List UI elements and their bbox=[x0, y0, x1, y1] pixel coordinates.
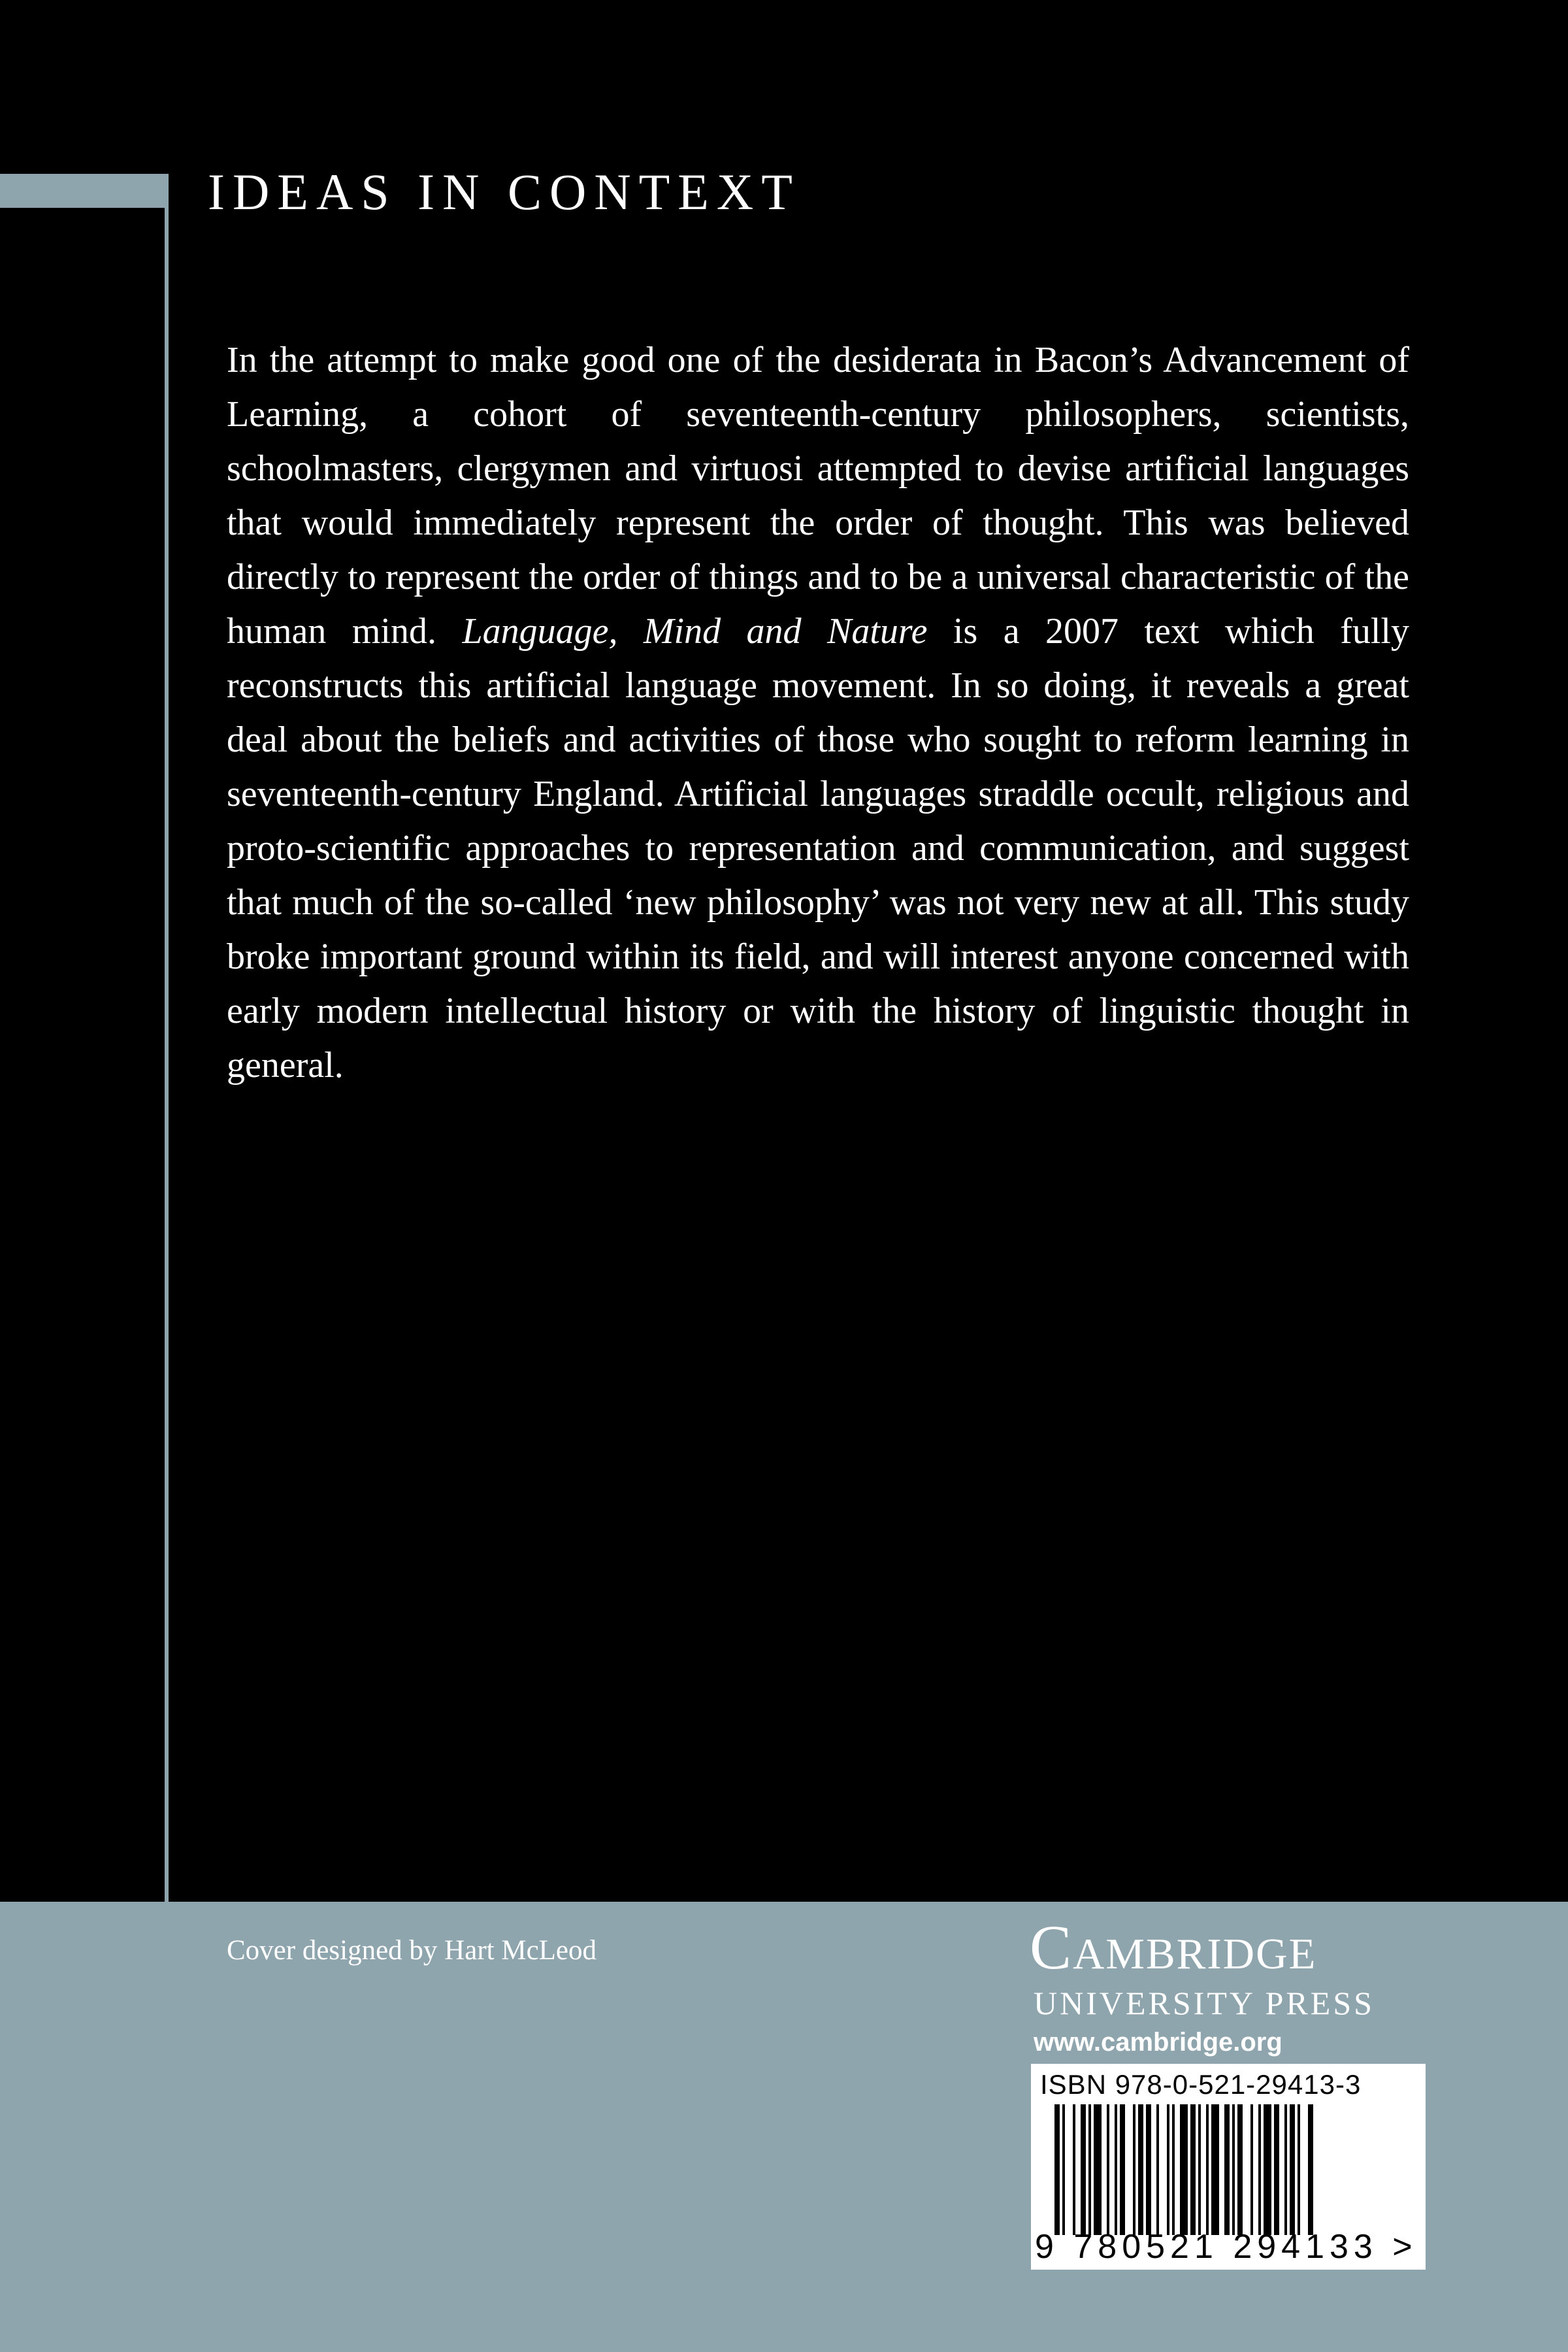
publisher-website: www.cambridge.org bbox=[1034, 2028, 1282, 2057]
cover-blurb bbox=[227, 333, 1409, 1093]
left-vertical-rule bbox=[165, 174, 169, 1906]
blurb-text-part2: is a 2007 text which fully reconstructs this artificial language movement. In so doing, it reveals a great deal about the beliefs and activities of those who sought to reform learning in seventeenth-century England. Artificial languages straddle occult, religious and proto-scientific approaches to representation and communication, and suggest that much of the so-called ‘new philosophy’ was not very new at all. This study broke important ground within its field, and will interest anyone concerned with early modern intellectual history or with the history of linguistic thought in general. bbox=[227, 611, 1409, 1085]
series-tab-bar bbox=[0, 174, 169, 208]
series-name: IDEAS IN CONTEXT bbox=[208, 163, 800, 220]
publisher-logo bbox=[1030, 1912, 1422, 2062]
isbn-label: ISBN 978-0-521-29413-3 bbox=[1040, 2069, 1362, 2100]
isbn-barcode bbox=[1031, 2064, 1426, 2270]
designer-credit: Cover designed by Hart McLeod bbox=[227, 1935, 597, 1966]
barcode-digits: 9 780521 294133 > bbox=[1035, 2228, 1418, 2266]
publisher-subtitle: UNIVERSITY PRESS bbox=[1034, 1985, 1375, 2021]
publisher-name: Cambridge bbox=[1030, 1912, 1317, 1982]
book-title: Language, Mind and Nature bbox=[462, 611, 928, 652]
blurb-text-part1: In the attempt to make good one of the desiderata in Bacon’s Advancement of Learning, a cohort of seventeenth-century philosophers, scientists, schoolmasters, clergymen and virtuosi attempted to devise artificial languages that would immediately represent the order of thought. This was believed directly to represent the order of things and to be a universal characteristic of the human mind. bbox=[227, 340, 1409, 652]
